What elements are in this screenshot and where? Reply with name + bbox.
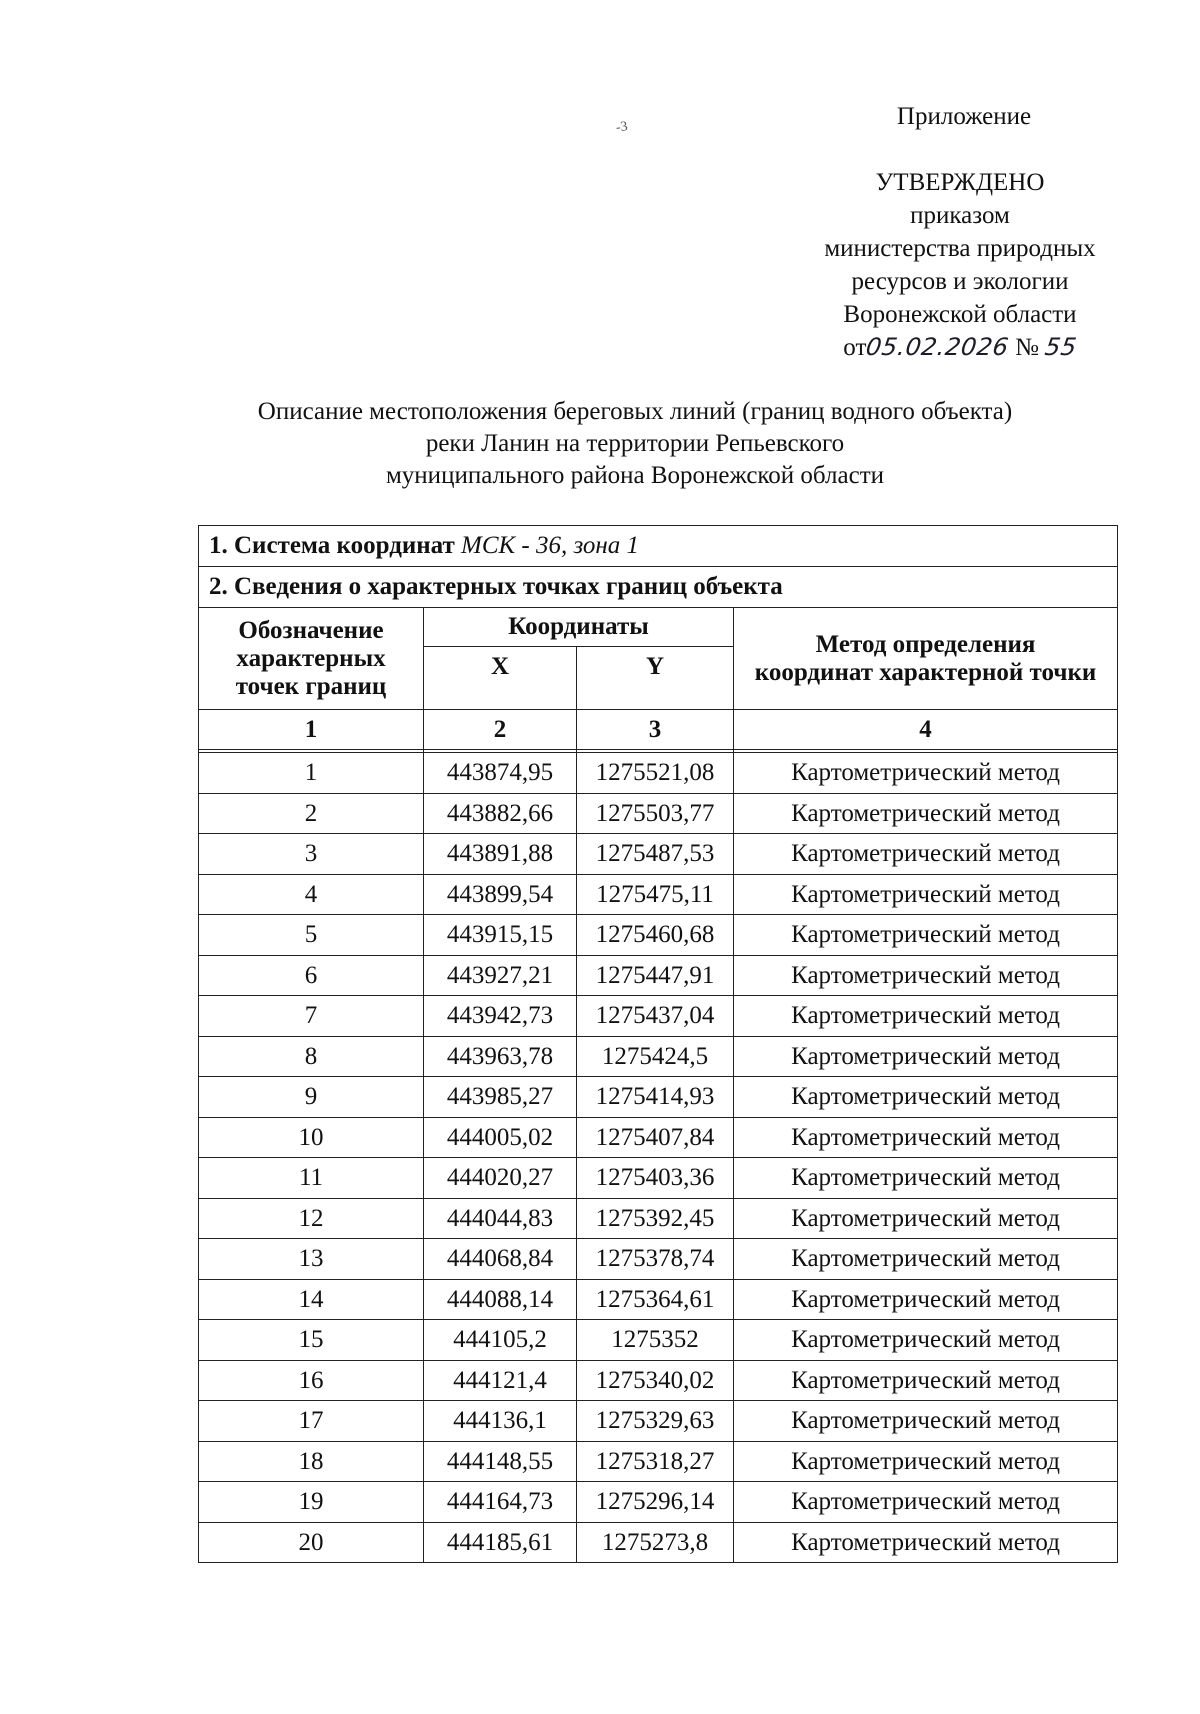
x-coordinate-cell: 443927,21	[424, 955, 577, 996]
method-cell: Картометрический метод	[734, 1320, 1118, 1361]
method-cell: Картометрический метод	[734, 996, 1118, 1037]
y-coordinate-cell: 1275364,61	[577, 1279, 734, 1320]
method-cell: Картометрический метод	[734, 1117, 1118, 1158]
table-row	[199, 1036, 1118, 1077]
method-cell: Картометрический метод	[734, 1360, 1118, 1401]
y-coordinate-cell: 1275403,36	[577, 1158, 734, 1199]
table-row	[199, 1117, 1118, 1158]
point-number-cell: 4	[199, 874, 424, 915]
header-x: X	[424, 647, 577, 710]
point-number-cell: 11	[199, 1158, 424, 1199]
x-coordinate-cell: 444020,27	[424, 1158, 577, 1199]
point-number-cell: 13	[199, 1239, 424, 1280]
y-coordinate-cell: 1275475,11	[577, 874, 734, 915]
table-row	[199, 1320, 1118, 1361]
method-cell: Картометрический метод	[734, 1279, 1118, 1320]
scan-mark: -3	[614, 119, 629, 136]
x-coordinate-cell: 443942,73	[424, 996, 577, 1037]
method-cell: Картометрический метод	[734, 1401, 1118, 1442]
method-cell: Картометрический метод	[734, 793, 1118, 834]
table-row	[199, 874, 1118, 915]
point-number-cell: 18	[199, 1441, 424, 1482]
x-coordinate-cell: 443963,78	[424, 1036, 577, 1077]
y-coordinate-cell: 1275352	[577, 1320, 734, 1361]
section-row-points-info	[199, 567, 1118, 608]
table-row	[199, 996, 1118, 1037]
number-prefix: №	[1015, 334, 1039, 361]
title-line: реки Ланин на территории Репьевского	[425, 430, 845, 457]
date-prefix: от	[843, 334, 867, 361]
y-coordinate-cell: 1275392,45	[577, 1198, 734, 1239]
method-cell: Картометрический метод	[734, 955, 1118, 996]
y-coordinate-cell: 1275378,74	[577, 1239, 734, 1280]
table-row	[199, 1279, 1118, 1320]
table-row	[199, 915, 1118, 956]
y-coordinate-cell: 1275503,77	[577, 793, 734, 834]
method-cell: Картометрический метод	[734, 753, 1118, 794]
table-row	[199, 834, 1118, 875]
table-row	[199, 1482, 1118, 1523]
column-number-row	[199, 710, 1118, 750]
point-number-cell: 6	[199, 955, 424, 996]
point-number-cell: 12	[199, 1198, 424, 1239]
header-method: Метод определения координат характерной точки	[734, 608, 1118, 710]
coordinate-system-value: МСК - 36, зона 1	[461, 532, 640, 559]
method-cell: Картометрический метод	[734, 1441, 1118, 1482]
coordinate-system-label: 1. Система координат	[209, 532, 455, 559]
coordinate-system-cell	[199, 526, 1118, 567]
x-coordinate-cell: 443899,54	[424, 874, 577, 915]
header-y: Y	[577, 647, 734, 710]
table-row	[199, 1360, 1118, 1401]
method-cell: Картометрический метод	[734, 1522, 1118, 1563]
y-coordinate-cell: 1275447,91	[577, 955, 734, 996]
document-title	[180, 396, 1090, 492]
method-cell: Картометрический метод	[734, 1198, 1118, 1239]
point-number-cell: 5	[199, 915, 424, 956]
x-coordinate-cell: 444088,14	[424, 1279, 577, 1320]
y-coordinate-cell: 1275273,8	[577, 1522, 734, 1563]
method-cell: Картометрический метод	[734, 915, 1118, 956]
method-cell: Картометрический метод	[734, 874, 1118, 915]
approved-line: министерства природных	[824, 235, 1096, 262]
point-number-cell: 10	[199, 1117, 424, 1158]
x-coordinate-cell: 443915,15	[424, 915, 577, 956]
x-coordinate-cell: 443874,95	[424, 753, 577, 794]
y-coordinate-cell: 1275487,53	[577, 834, 734, 875]
appendix-label: Приложение	[896, 103, 1032, 130]
header-coordinates: Координаты	[424, 608, 734, 647]
point-number-cell: 15	[199, 1320, 424, 1361]
y-coordinate-cell: 1275318,27	[577, 1441, 734, 1482]
approved-line: Воронежской области	[843, 301, 1077, 328]
table-row	[199, 955, 1118, 996]
x-coordinate-cell: 444068,84	[424, 1239, 577, 1280]
table-row	[199, 1198, 1118, 1239]
title-line: Описание местоположения береговых линий (границ водного объекта)	[257, 398, 1013, 425]
y-coordinate-cell: 1275329,63	[577, 1401, 734, 1442]
x-coordinate-cell: 444105,2	[424, 1320, 577, 1361]
table-row	[199, 753, 1118, 794]
point-number-cell: 16	[199, 1360, 424, 1401]
table-row	[199, 793, 1118, 834]
y-coordinate-cell: 1275296,14	[577, 1482, 734, 1523]
approved-line: приказом	[910, 202, 1010, 229]
method-cell: Картометрический метод	[734, 1239, 1118, 1280]
x-coordinate-cell: 444185,61	[424, 1522, 577, 1563]
method-cell: Картометрический метод	[734, 1036, 1118, 1077]
header-point-designation: Обозначение характерных точек границ	[199, 608, 424, 710]
column-number: 1	[199, 710, 424, 750]
table-row	[199, 1441, 1118, 1482]
table-row	[199, 1522, 1118, 1563]
x-coordinate-cell: 444121,4	[424, 1360, 577, 1401]
method-cell: Картометрический метод	[734, 1158, 1118, 1199]
y-coordinate-cell: 1275437,04	[577, 996, 734, 1037]
point-number-cell: 8	[199, 1036, 424, 1077]
method-cell: Картометрический метод	[734, 834, 1118, 875]
point-number-cell: 7	[199, 996, 424, 1037]
x-coordinate-cell: 443882,66	[424, 793, 577, 834]
y-coordinate-cell: 1275521,08	[577, 753, 734, 794]
point-number-cell: 3	[199, 834, 424, 875]
handwritten-date: 05.02.2026	[864, 333, 1011, 361]
point-number-cell: 19	[199, 1482, 424, 1523]
table-row	[199, 1158, 1118, 1199]
approved-heading: УТВЕРЖДЕНО	[875, 169, 1045, 196]
method-cell: Картометрический метод	[734, 1482, 1118, 1523]
point-number-cell: 17	[199, 1401, 424, 1442]
table-row	[199, 1239, 1118, 1280]
approved-line: ресурсов и экологии	[851, 268, 1069, 295]
method-cell: Картометрический метод	[734, 1077, 1118, 1118]
x-coordinate-cell: 444044,83	[424, 1198, 577, 1239]
x-coordinate-cell: 444148,55	[424, 1441, 577, 1482]
point-number-cell: 2	[199, 793, 424, 834]
x-coordinate-cell: 443985,27	[424, 1077, 577, 1118]
x-coordinate-cell: 444164,73	[424, 1482, 577, 1523]
point-number-cell: 9	[199, 1077, 424, 1118]
section-row-coordinate-system	[199, 526, 1118, 567]
column-number: 3	[577, 710, 734, 750]
title-line: муниципального района Воронежской области	[385, 462, 884, 489]
point-number-cell: 14	[199, 1279, 424, 1320]
y-coordinate-cell: 1275424,5	[577, 1036, 734, 1077]
y-coordinate-cell: 1275407,84	[577, 1117, 734, 1158]
column-number: 2	[424, 710, 577, 750]
order-date-line	[790, 331, 1130, 364]
x-coordinate-cell: 443891,88	[424, 834, 577, 875]
coordinates-table	[198, 525, 1118, 1563]
y-coordinate-cell: 1275340,02	[577, 1360, 734, 1401]
x-coordinate-cell: 444005,02	[424, 1117, 577, 1158]
y-coordinate-cell: 1275460,68	[577, 915, 734, 956]
table-row	[199, 1077, 1118, 1118]
column-number: 4	[734, 710, 1118, 750]
point-number-cell: 1	[199, 753, 424, 794]
point-number-cell: 20	[199, 1522, 424, 1563]
handwritten-number: 55	[1043, 333, 1079, 361]
approved-group	[790, 166, 1130, 364]
header-row-top	[199, 608, 1118, 647]
table-row	[199, 1401, 1118, 1442]
y-coordinate-cell: 1275414,93	[577, 1077, 734, 1118]
points-info-cell: 2. Сведения о характерных точках границ объекта	[199, 567, 1118, 608]
x-coordinate-cell: 444136,1	[424, 1401, 577, 1442]
